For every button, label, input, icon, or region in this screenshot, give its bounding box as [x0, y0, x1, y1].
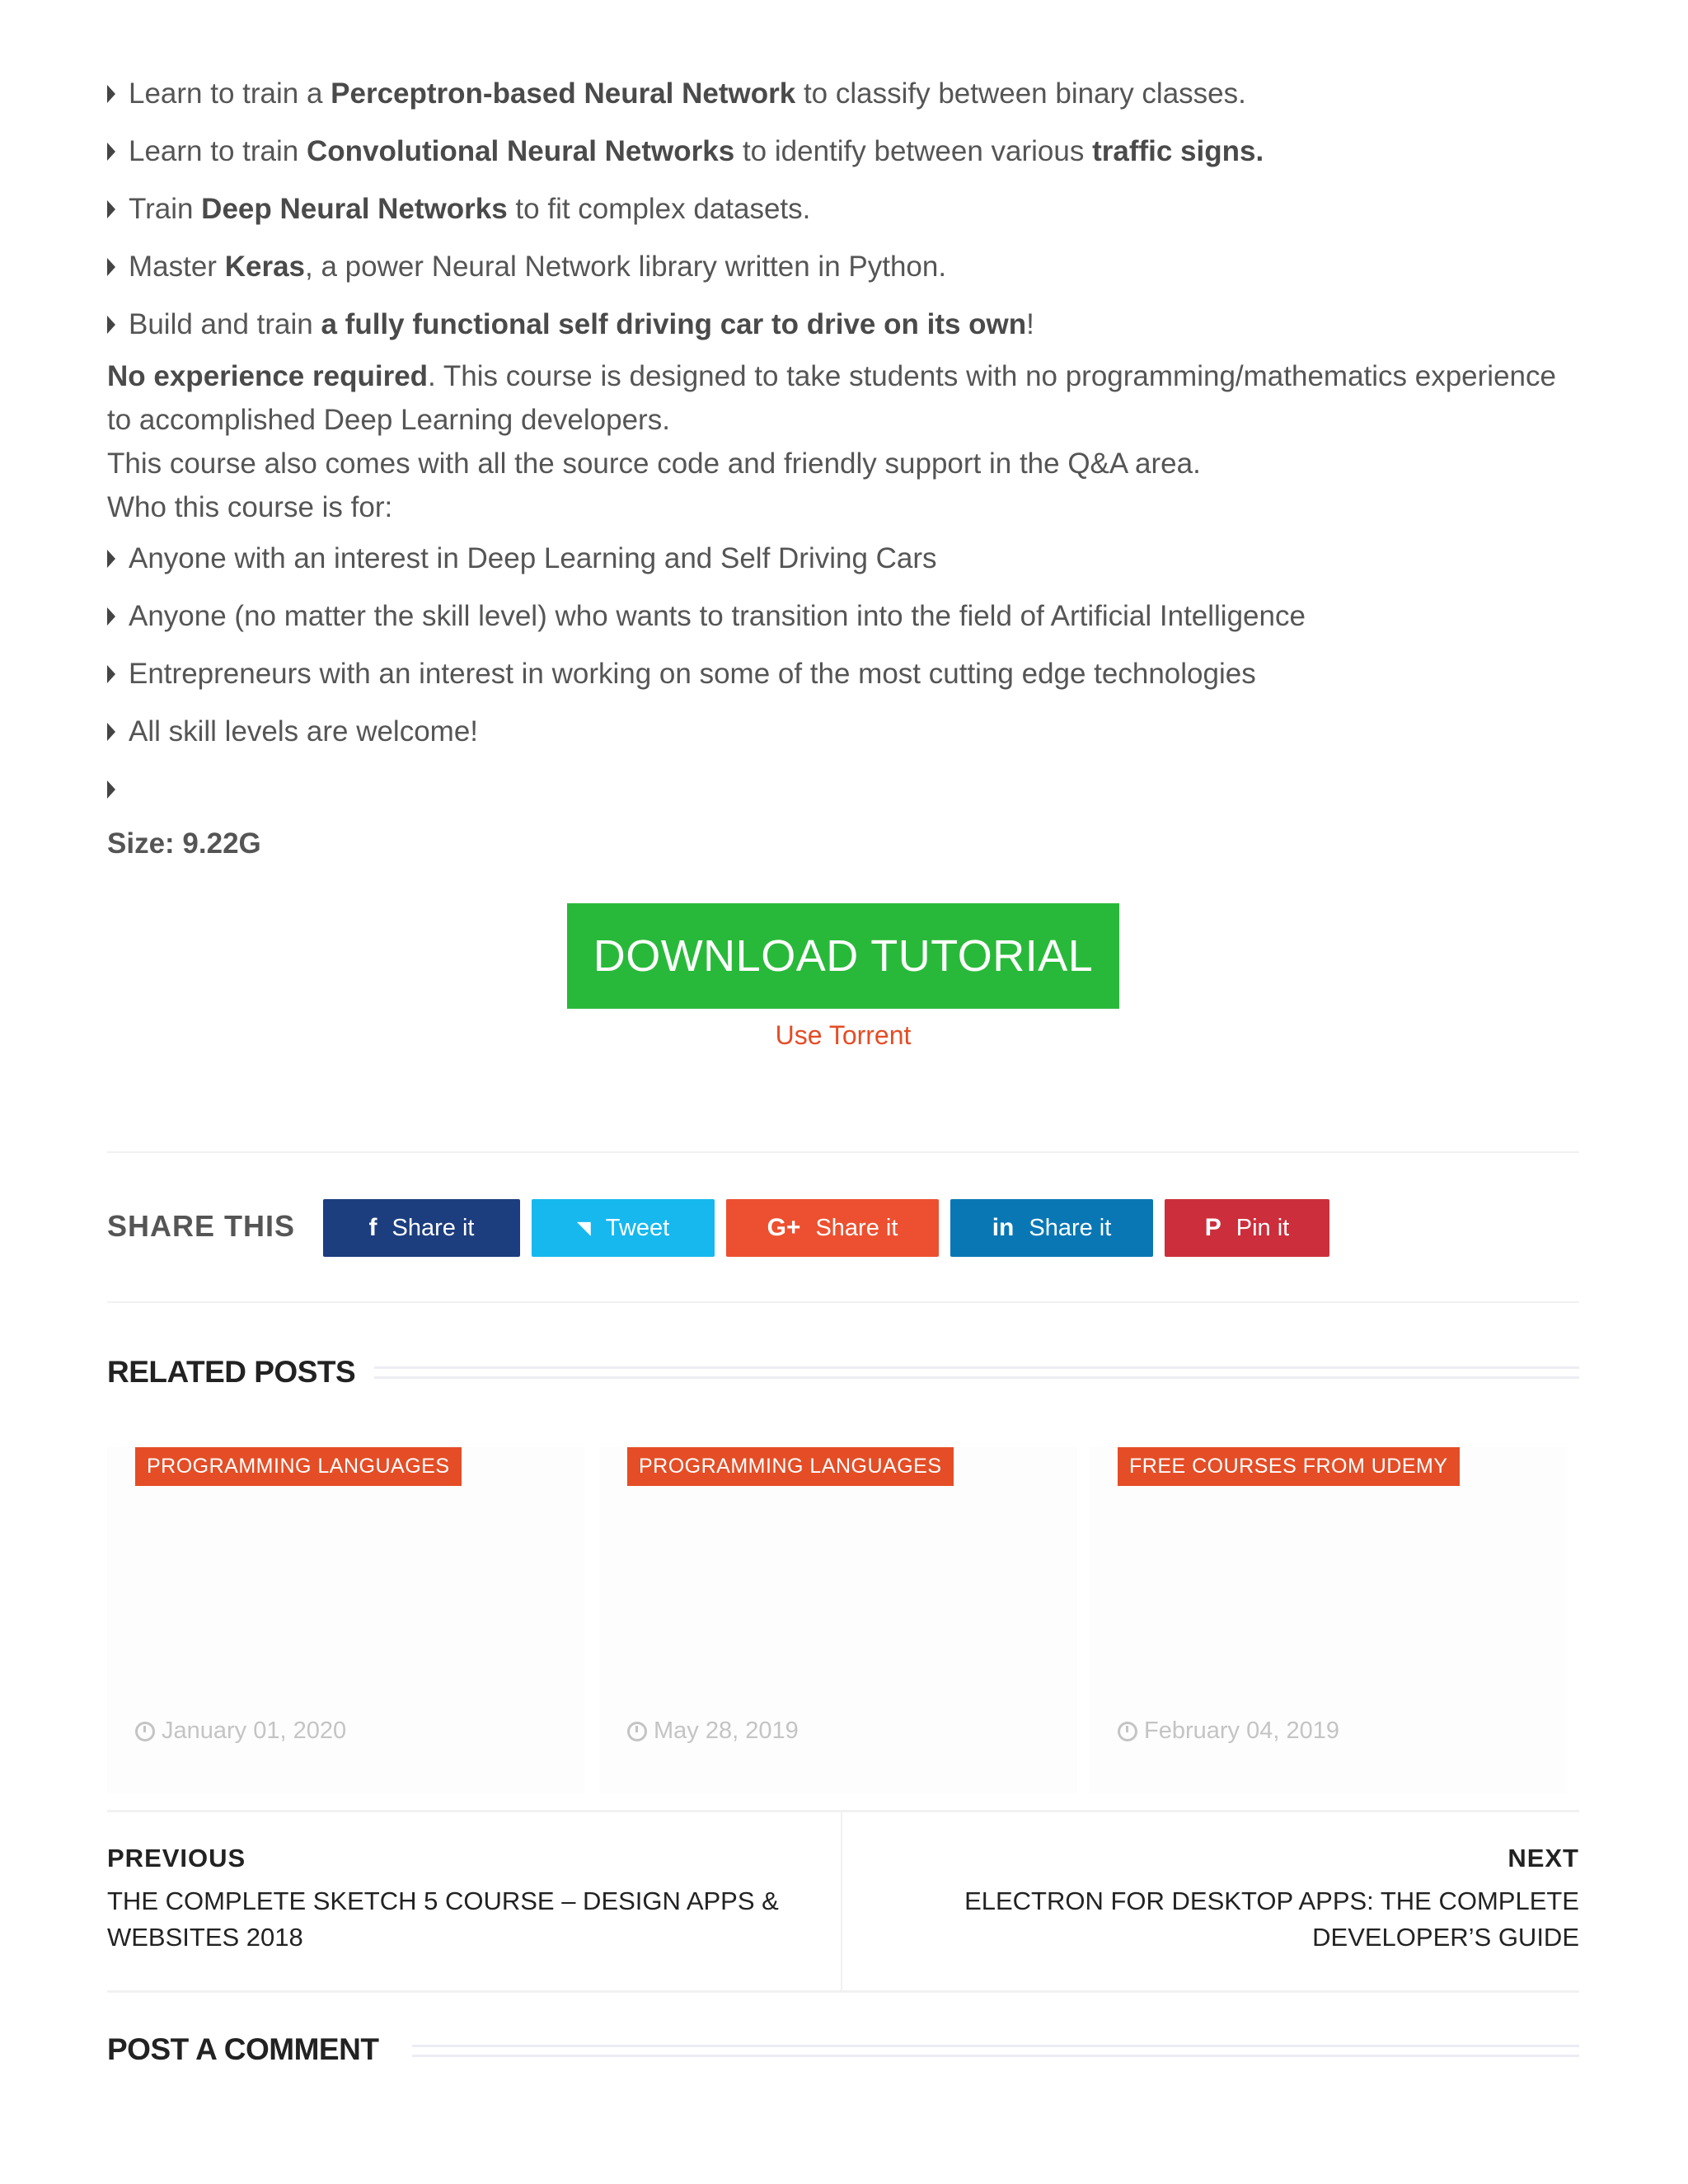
support-paragraph: This course also comes with all the source code and friendly support in the Q&A area. [107, 448, 1201, 480]
list-item: Anyone with an interest in Deep Learning and Self Driving Cars [107, 539, 1579, 579]
share-button-label: Share it [815, 1214, 898, 1241]
share-title: SHARE THIS [107, 1209, 296, 1243]
caret-right-icon [107, 780, 115, 799]
share-bar [107, 1151, 1579, 1303]
list-item: Entrepreneurs with an interest in working on some of the most cutting edge technologies [107, 654, 1579, 694]
previous-post-link[interactable] [107, 1844, 808, 1956]
post-navigation [107, 1810, 1579, 1993]
list-item: Master Keras, a power Neural Network library written in Python. [107, 247, 1579, 287]
caret-right-icon [107, 550, 115, 568]
list-item: All skill levels are welcome! [107, 712, 1579, 752]
pinterest-share-button[interactable] [1165, 1199, 1329, 1257]
file-size: Size: 9.22G [107, 827, 261, 860]
share-button-label: Share it [392, 1214, 475, 1241]
facebook-icon: f [368, 1214, 377, 1241]
post-date [627, 1718, 799, 1745]
caret-right-icon [107, 200, 115, 218]
post-content [107, 74, 1579, 1051]
title-divider [412, 2045, 1579, 2057]
list-item [107, 770, 1579, 809]
audience-bullet-list [107, 539, 1579, 809]
previous-label: PREVIOUS [107, 1844, 246, 1872]
caret-right-icon [107, 143, 115, 161]
title-divider [374, 1366, 1579, 1379]
category-tag[interactable]: PROGRAMMING LANGUAGES [627, 1447, 954, 1486]
post-date-text: January 01, 2020 [162, 1718, 347, 1744]
list-item: Learn to train a Perceptron-based Neural Network to classify between binary classes. [107, 74, 1579, 114]
download-area [107, 903, 1579, 1051]
related-post-card[interactable] [599, 1447, 1077, 1793]
previous-post-title[interactable]: THE COMPLETE SKETCH 5 COURSE – DESIGN APPS & WEBSITES 2018 [107, 1886, 779, 1952]
related-post-card[interactable] [107, 1447, 585, 1793]
category-tag[interactable]: FREE COURSES FROM UDEMY [1118, 1447, 1460, 1486]
download-tutorial-button[interactable]: DOWNLOAD TUTORIAL [567, 903, 1120, 1009]
next-label: NEXT [1507, 1844, 1579, 1872]
related-post-card[interactable] [1090, 1447, 1568, 1793]
caret-right-icon [107, 316, 115, 334]
pinterest-icon: P [1204, 1214, 1221, 1241]
post-date-text: May 28, 2019 [654, 1718, 799, 1744]
audience-heading: Who this course is for: [107, 491, 393, 523]
use-torrent-link[interactable]: Use Torrent [775, 1020, 912, 1050]
nav-divider [841, 1812, 842, 1990]
course-bullet-list [107, 74, 1579, 344]
category-tag[interactable]: PROGRAMMING LANGUAGES [135, 1447, 462, 1486]
google-plus-share-button[interactable] [726, 1199, 939, 1257]
post-date [1118, 1718, 1339, 1745]
caret-right-icon [107, 258, 115, 276]
next-post-title[interactable]: ELECTRON FOR DESKTOP APPS: THE COMPLETE DEVELOPER’S GUIDE [964, 1886, 1579, 1952]
list-item: Train Deep Neural Networks to fit complex datasets. [107, 190, 1579, 229]
list-item: Build and train a fully functional self driving car to drive on its own! [107, 305, 1579, 344]
post-date [135, 1718, 346, 1745]
caret-right-icon [107, 723, 115, 741]
list-item: Anyone (no matter the skill level) who wants to transition into the field of Artificial Intelligence [107, 597, 1579, 636]
caret-right-icon [107, 607, 115, 626]
list-item: Learn to train Convolutional Neural Networks to identify between various traffic signs. [107, 132, 1579, 171]
twitter-share-button[interactable] [532, 1199, 715, 1257]
caret-right-icon [107, 85, 115, 103]
linkedin-share-button[interactable] [950, 1199, 1153, 1257]
next-post-link[interactable] [862, 1844, 1579, 1956]
share-button-label: Tweet [605, 1214, 670, 1241]
intro-paragraph: No experience required. This course is designed to take students with no programming/mathematics experience to accomplished Deep Learning developers. [107, 360, 1556, 436]
clock-icon [627, 1722, 647, 1741]
clock-icon [135, 1722, 155, 1741]
twitter-icon: ◥ [576, 1217, 591, 1238]
post-comment-title: POST A COMMENT [107, 2032, 379, 2066]
facebook-share-button[interactable] [323, 1199, 520, 1257]
share-button-label: Share it [1029, 1214, 1112, 1241]
linkedin-icon: in [992, 1214, 1015, 1241]
post-date-text: February 04, 2019 [1144, 1718, 1339, 1744]
google-plus-icon: G+ [767, 1214, 801, 1241]
related-posts-title: RELATED POSTS [107, 1355, 356, 1389]
caret-right-icon [107, 665, 115, 683]
clock-icon [1118, 1722, 1137, 1741]
share-button-label: Pin it [1236, 1214, 1290, 1241]
